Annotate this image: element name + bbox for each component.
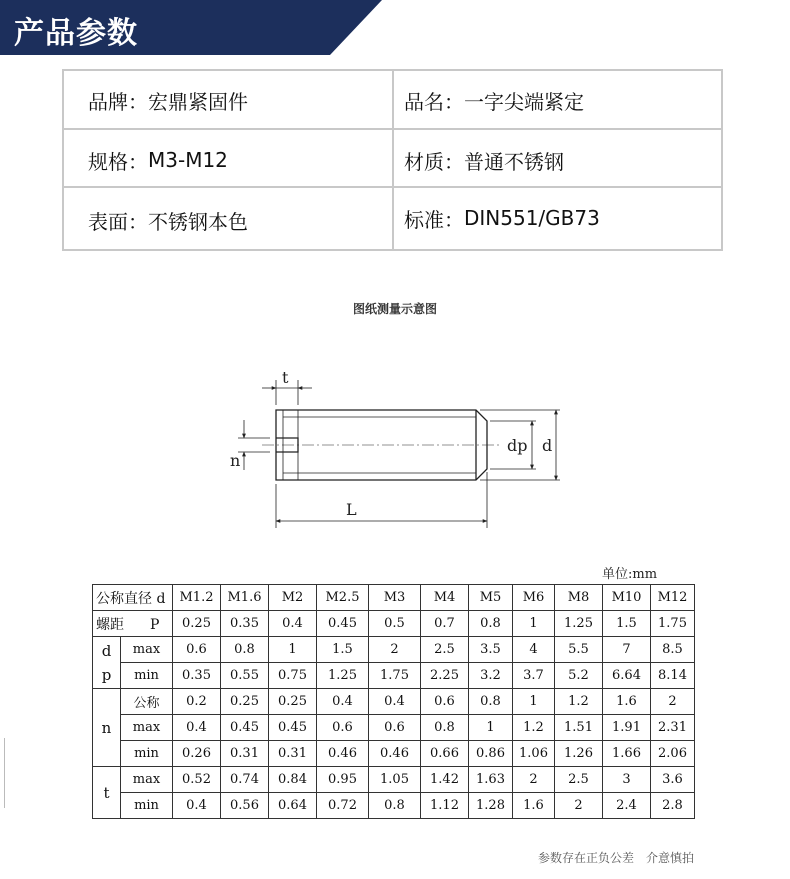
size-header-cell: M2.5 <box>317 585 369 611</box>
table-cell: 0.35 <box>173 663 221 689</box>
table-cell: 2.5 <box>421 637 469 663</box>
table-cell: 1.42 <box>421 767 469 793</box>
table-cell: 3.6 <box>651 767 695 793</box>
table-cell: 6.64 <box>603 663 651 689</box>
table-cell: 8.14 <box>651 663 695 689</box>
table-cell: 0.2 <box>173 689 221 715</box>
table-cell: 3.7 <box>513 663 555 689</box>
table-cell: 0.6 <box>173 637 221 663</box>
table-cell: 2.25 <box>421 663 469 689</box>
table-cell: 1.75 <box>651 611 695 637</box>
table-cell: 0.46 <box>369 741 421 767</box>
table-cell: 1.51 <box>555 715 603 741</box>
row-sublabel-cell: max <box>121 637 173 663</box>
pitch-label-cell <box>93 611 173 637</box>
dp-label-top: d <box>101 641 112 660</box>
table-cell: 4 <box>513 637 555 663</box>
table-cell: 1.2 <box>555 689 603 715</box>
page-title: 产品参数 <box>14 16 138 51</box>
table-cell: 1 <box>513 689 555 715</box>
table-cell: 1.91 <box>603 715 651 741</box>
table-cell: 0.31 <box>221 741 269 767</box>
table-cell: 0.31 <box>269 741 317 767</box>
table-cell: 0.5 <box>369 611 421 637</box>
dimension-table <box>92 584 695 819</box>
table-row <box>93 767 695 793</box>
table-cell: 7 <box>603 637 651 663</box>
table-cell: 1.25 <box>317 663 369 689</box>
table-cell: 1.63 <box>469 767 513 793</box>
row-sublabel-cell: max <box>121 715 173 741</box>
table-cell: 0.46 <box>317 741 369 767</box>
row-sublabel-cell: 公称 <box>121 689 173 715</box>
table-cell: 1.66 <box>603 741 651 767</box>
spec-label: 表面： <box>88 209 148 234</box>
table-cell: 0.8 <box>369 793 421 819</box>
table-cell: 0.55 <box>221 663 269 689</box>
spec-label: 规格： <box>88 149 148 174</box>
table-cell: 0.8 <box>421 715 469 741</box>
size-header-cell: M10 <box>603 585 651 611</box>
spec-value: 普通不锈钢 <box>464 149 564 174</box>
edge-mark <box>4 738 5 808</box>
table-row <box>93 741 695 767</box>
label-t: t <box>282 368 289 387</box>
table-cell: 0.4 <box>173 793 221 819</box>
unit-label: 单位:mm <box>602 567 658 582</box>
table-cell: 0.8 <box>469 611 513 637</box>
spec-value: DIN551/GB73 <box>464 206 600 230</box>
table-cell: 2 <box>651 689 695 715</box>
table-cell: 0.56 <box>221 793 269 819</box>
table-cell: 0.74 <box>221 767 269 793</box>
table-cell: 0.4 <box>269 611 317 637</box>
row-sublabel-cell: min <box>121 663 173 689</box>
table-row <box>93 637 695 663</box>
table-cell: 0.6 <box>421 689 469 715</box>
table-cell: 1 <box>469 715 513 741</box>
table-cell: 1.12 <box>421 793 469 819</box>
table-row <box>93 663 695 689</box>
size-header-cell: M1.6 <box>221 585 269 611</box>
table-row <box>93 793 695 819</box>
table-cell: 0.64 <box>269 793 317 819</box>
table-cell: 0.8 <box>469 689 513 715</box>
spec-value: 一字尖端紧定 <box>464 89 584 114</box>
table-cell: 2 <box>369 637 421 663</box>
table-cell: 1.5 <box>317 637 369 663</box>
table-cell: 8.5 <box>651 637 695 663</box>
table-cell: 0.86 <box>469 741 513 767</box>
table-header-row <box>93 585 695 611</box>
table-cell: 1.6 <box>603 689 651 715</box>
table-cell: 0.66 <box>421 741 469 767</box>
dp-label-bottom: p <box>101 665 112 684</box>
table-cell: 0.52 <box>173 767 221 793</box>
table-cell: 1.2 <box>513 715 555 741</box>
table-cell: 2.31 <box>651 715 695 741</box>
table-cell: 0.35 <box>221 611 269 637</box>
table-cell: 0.7 <box>421 611 469 637</box>
table-cell: 0.45 <box>269 715 317 741</box>
size-header-cell: M3 <box>369 585 421 611</box>
table-cell: 0.25 <box>221 689 269 715</box>
table-cell: 0.8 <box>221 637 269 663</box>
label-l: L <box>346 500 357 519</box>
table-cell: 5.5 <box>555 637 603 663</box>
label-d: d <box>542 436 553 455</box>
pitch-symbol: P <box>150 616 160 633</box>
t-group-label: t <box>93 767 121 819</box>
spec-value: 宏鼎紧固件 <box>148 89 248 114</box>
spec-value: M3-M12 <box>148 148 228 172</box>
table-cell: 2.5 <box>555 767 603 793</box>
pitch-label: 螺距 <box>96 616 124 633</box>
table-cell: 3 <box>603 767 651 793</box>
size-header-cell: M2 <box>269 585 317 611</box>
table-cell: 0.4 <box>317 689 369 715</box>
dp-group-label <box>93 637 121 689</box>
table-cell: 3.2 <box>469 663 513 689</box>
label-n: n <box>230 451 241 470</box>
table-cell: 0.6 <box>369 715 421 741</box>
table-cell: 0.45 <box>317 611 369 637</box>
row-sublabel-cell: min <box>121 793 173 819</box>
table-cell: 1.5 <box>603 611 651 637</box>
table-cell: 2.06 <box>651 741 695 767</box>
table-cell: 1.05 <box>369 767 421 793</box>
spec-label: 标准： <box>404 207 464 232</box>
spec-label: 品牌： <box>88 89 148 114</box>
spec-value: 不锈钢本色 <box>148 209 248 234</box>
footer-note: 参数存在正负公差 介意慎拍 <box>538 851 695 865</box>
table-cell: 2 <box>555 793 603 819</box>
size-header-cell: M12 <box>651 585 695 611</box>
size-header-cell: M6 <box>513 585 555 611</box>
table-cell: 1 <box>513 611 555 637</box>
size-header-cell: M4 <box>421 585 469 611</box>
table-cell: 1.25 <box>555 611 603 637</box>
table-row <box>93 611 695 637</box>
table-cell: 2.8 <box>651 793 695 819</box>
n-group-label: n <box>93 689 121 767</box>
table-cell: 1.26 <box>555 741 603 767</box>
row-sublabel-cell: min <box>121 741 173 767</box>
table-cell: 0.75 <box>269 663 317 689</box>
table-cell: 2 <box>513 767 555 793</box>
table-row <box>93 715 695 741</box>
spec-label: 品名： <box>404 89 464 114</box>
size-header-cell: M8 <box>555 585 603 611</box>
table-cell: 0.6 <box>317 715 369 741</box>
table-cell: 1.75 <box>369 663 421 689</box>
table-cell: 0.25 <box>173 611 221 637</box>
table-cell: 1 <box>269 637 317 663</box>
table-cell: 5.2 <box>555 663 603 689</box>
table-cell: 0.4 <box>173 715 221 741</box>
table-cell: 1.6 <box>513 793 555 819</box>
table-cell: 0.25 <box>269 689 317 715</box>
spec-label: 材质： <box>404 149 464 174</box>
row-sublabel-cell: max <box>121 767 173 793</box>
size-header-cell: M1.2 <box>173 585 221 611</box>
label-dp: dp <box>507 436 528 455</box>
table-cell: 0.84 <box>269 767 317 793</box>
table-cell: 0.26 <box>173 741 221 767</box>
table-row <box>93 689 695 715</box>
table-cell: 0.95 <box>317 767 369 793</box>
size-header-cell: M5 <box>469 585 513 611</box>
table-cell: 0.72 <box>317 793 369 819</box>
diagram-title: 图纸测量示意图 <box>352 302 437 316</box>
table-cell: 3.5 <box>469 637 513 663</box>
table-cell: 0.45 <box>221 715 269 741</box>
table-cell: 0.4 <box>369 689 421 715</box>
table-cell: 1.06 <box>513 741 555 767</box>
table-cell: 1.28 <box>469 793 513 819</box>
table-header-label: 公称直径 d <box>93 585 173 611</box>
table-cell: 2.4 <box>603 793 651 819</box>
